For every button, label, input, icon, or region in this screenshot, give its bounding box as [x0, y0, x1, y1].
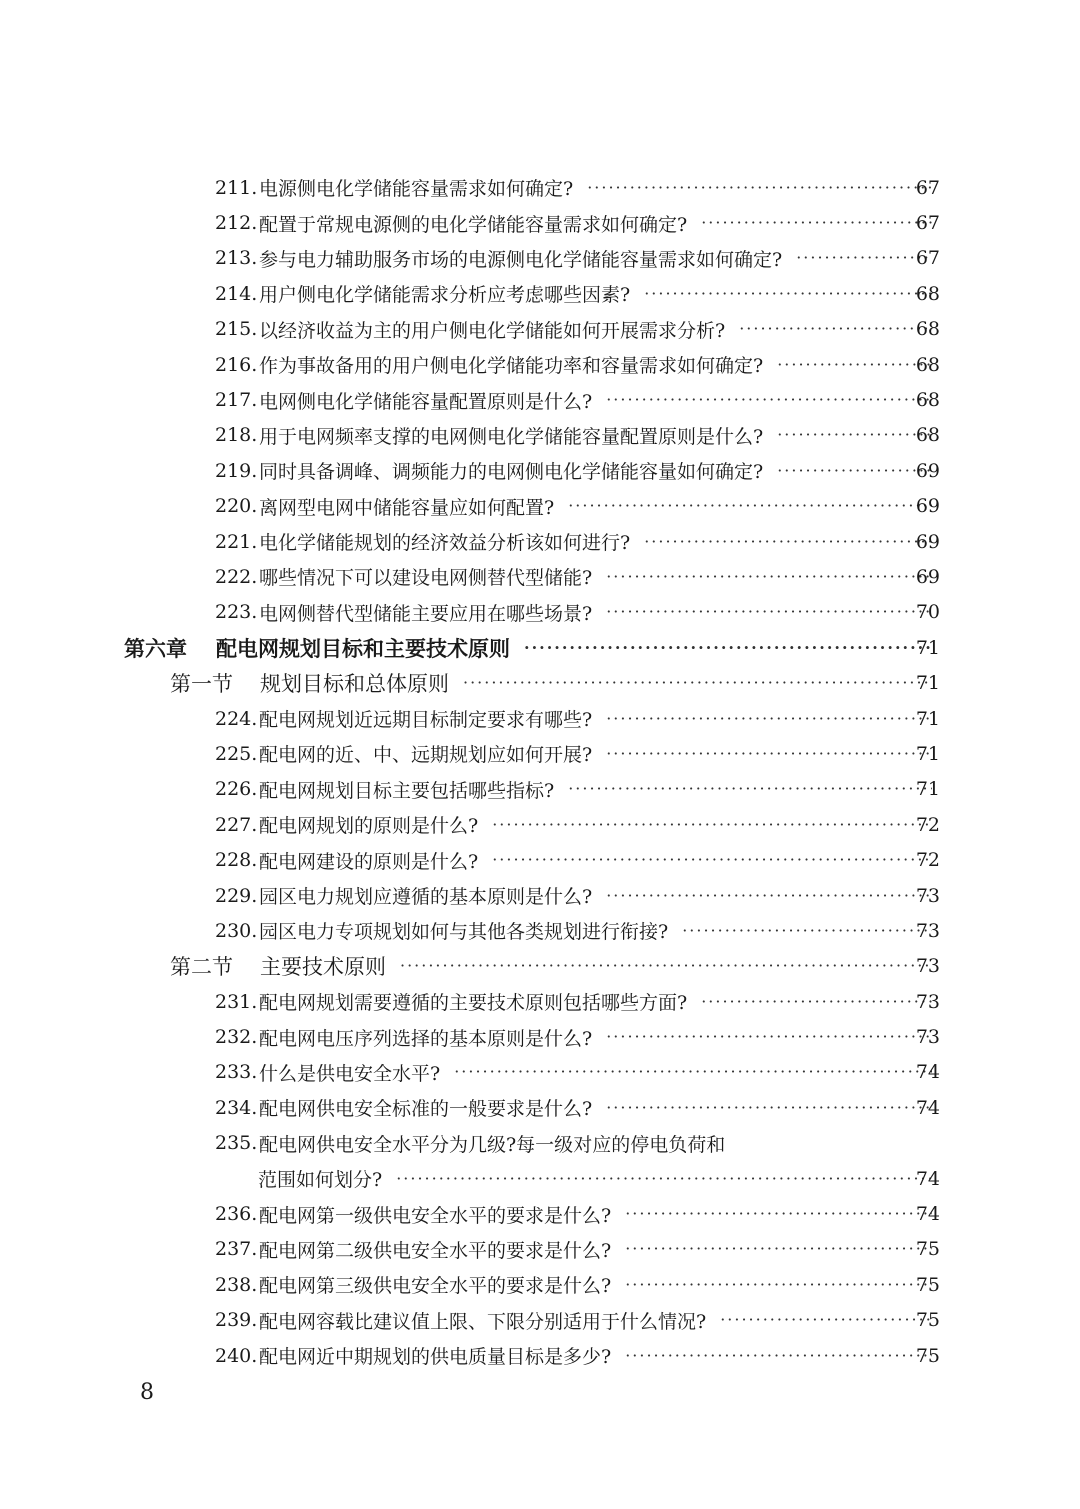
toc-entry-title: 规划目标和总体原则	[260, 672, 449, 697]
toc-page-number: 73	[915, 919, 940, 942]
toc-entry-title: 主要技术原则	[260, 955, 386, 980]
toc-page-number: 75	[915, 1344, 940, 1367]
toc-page-number: 75	[915, 1309, 940, 1332]
toc-page-number: 71	[915, 707, 940, 730]
dot-leader	[682, 923, 932, 939]
toc-entry-title: 配电网第三级供电安全水平的要求是什么?	[259, 1275, 612, 1298]
toc-entry-title: 配电网第二级供电安全水平的要求是什么?	[259, 1239, 612, 1262]
toc-entry-number: 230.	[215, 919, 258, 942]
toc-entry-title: 配电网第一级供电安全水平的要求是什么?	[259, 1204, 612, 1227]
toc-page-number: 72	[915, 813, 940, 836]
toc-entry-number: 222.	[215, 565, 258, 588]
dot-leader	[606, 1100, 932, 1116]
toc-entry-number: 第六章	[124, 635, 187, 661]
toc-entry-number: 236.	[215, 1203, 258, 1226]
toc-entry-title: 配电网容载比建议值上限、下限分别适用于什么情况?	[259, 1310, 707, 1333]
table-of-contents	[0, 170, 1080, 1373]
dot-leader	[701, 215, 932, 231]
toc-entry	[0, 1267, 1080, 1302]
toc-chapter-heading	[0, 630, 1080, 665]
toc-entry-number: 219.	[215, 459, 258, 482]
toc-entry	[0, 842, 1080, 877]
toc-entry	[0, 807, 1080, 842]
toc-entry	[0, 205, 1080, 240]
toc-page-number: 71	[915, 672, 940, 695]
toc-entry-title: 配电网近中期规划的供电质量目标是多少?	[259, 1346, 612, 1369]
toc-entry-number: 233.	[215, 1061, 258, 1084]
dot-leader	[606, 1029, 932, 1045]
toc-entry	[0, 1090, 1080, 1125]
toc-page-number: 67	[915, 247, 940, 270]
toc-entry-title: 电网侧电化学储能容量配置原则是什么?	[259, 390, 593, 413]
dot-leader	[625, 1348, 932, 1364]
toc-page-number: 68	[915, 389, 940, 412]
toc-entry-title: 配电网供电安全标准的一般要求是什么?	[259, 1098, 593, 1121]
toc-entry	[0, 170, 1080, 205]
toc-entry-title: 同时具备调峰、调频能力的电网侧电化学储能容量如何确定?	[259, 461, 764, 484]
toc-entry-number: 第一节	[170, 672, 233, 697]
toc-entry-title: 园区电力专项规划如何与其他各类规划进行衔接?	[259, 921, 669, 944]
dot-leader	[463, 675, 932, 691]
toc-entry-number: 220.	[215, 495, 258, 518]
toc-page-number: 74	[915, 1061, 940, 1084]
dot-leader	[625, 1241, 932, 1257]
dot-leader	[606, 711, 932, 727]
toc-entry-number: 212.	[215, 212, 258, 235]
toc-entry	[0, 559, 1080, 594]
toc-page-number: 73	[915, 1026, 940, 1049]
toc-entry	[0, 418, 1080, 453]
toc-entry	[0, 984, 1080, 1019]
toc-entry	[0, 1338, 1080, 1373]
toc-entry	[0, 1303, 1080, 1338]
toc-page-number: 68	[915, 318, 940, 341]
toc-entry-number: 232.	[215, 1026, 258, 1049]
toc-entry-title: 以经济收益为主的用户侧电化学储能如何开展需求分析?	[259, 319, 726, 342]
toc-entry-continuation	[0, 1161, 1080, 1196]
toc-page-number: 67	[915, 176, 940, 199]
toc-section-heading	[0, 949, 1080, 984]
toc-entry	[0, 276, 1080, 311]
toc-page-number: 71	[915, 742, 940, 765]
toc-entry-number: 221.	[215, 530, 258, 553]
toc-entry-title: 离网型电网中储能容量应如何配置?	[259, 496, 555, 519]
dot-leader	[701, 994, 932, 1010]
toc-entry-number: 228.	[215, 849, 258, 872]
toc-page-number: 71	[915, 636, 940, 659]
toc-entry-number: 231.	[215, 990, 258, 1013]
toc-entry-number: 237.	[215, 1238, 258, 1261]
toc-entry-title: 配电网规划的原则是什么?	[259, 815, 479, 838]
toc-entry-number: 227.	[215, 813, 258, 836]
dot-leader	[400, 958, 932, 974]
toc-entry-number: 235.	[215, 1132, 258, 1155]
toc-page-number: 74	[915, 1096, 940, 1119]
toc-page-number: 67	[915, 212, 940, 235]
toc-entry-number: 238.	[215, 1273, 258, 1296]
toc-entry	[0, 878, 1080, 913]
toc-entry-title: 用户侧电化学储能需求分析应考虑哪些因素?	[259, 284, 631, 307]
toc-entry-number: 239.	[215, 1309, 258, 1332]
toc-entry-title: 配电网建设的原则是什么?	[259, 850, 479, 873]
toc-entry	[0, 382, 1080, 417]
toc-page-number: 69	[915, 565, 940, 588]
toc-entry-number: 213.	[215, 247, 258, 270]
toc-section-heading	[0, 665, 1080, 700]
toc-entry-title: 配电网规划需要遵循的主要技术原则包括哪些方面?	[259, 992, 688, 1015]
toc-page-number: 72	[915, 849, 940, 872]
toc-entry	[0, 312, 1080, 347]
toc-entry-title: 配置于常规电源侧的电化学储能容量需求如何确定?	[259, 213, 688, 236]
toc-entry-title: 参与电力辅助服务市场的电源侧电化学储能容量需求如何确定?	[259, 248, 783, 271]
toc-page-number: 68	[915, 353, 940, 376]
toc-page-number: 71	[915, 778, 940, 801]
toc-entry	[0, 1232, 1080, 1267]
toc-entry	[0, 913, 1080, 948]
toc-page-number: 73	[915, 990, 940, 1013]
dot-leader	[492, 852, 932, 868]
toc-entry-number: 214.	[215, 282, 258, 305]
dot-leader	[454, 1064, 932, 1080]
toc-entry-number: 234.	[215, 1096, 258, 1119]
toc-page-number: 70	[915, 601, 940, 624]
dot-leader	[568, 781, 932, 797]
toc-entry-number: 224.	[215, 707, 258, 730]
toc-entry-number: 240.	[215, 1344, 258, 1367]
toc-page-number: 74	[915, 1167, 940, 1190]
toc-entry	[0, 736, 1080, 771]
toc-entry-number: 第二节	[170, 955, 233, 980]
toc-entry-number: 223.	[215, 601, 258, 624]
dot-leader	[625, 1277, 932, 1293]
dot-leader	[644, 534, 932, 550]
toc-entry	[0, 347, 1080, 382]
toc-entry-title: 配电网规划目标和主要技术原则	[216, 635, 510, 661]
toc-page-number: 68	[915, 282, 940, 305]
toc-entry-title: 什么是供电安全水平?	[259, 1062, 441, 1085]
toc-entry-number: 229.	[215, 884, 258, 907]
toc-page-number: 69	[915, 530, 940, 553]
toc-entry-number: 211.	[215, 176, 258, 199]
toc-entry-title: 范围如何划分?	[258, 1169, 383, 1192]
toc-page-number: 68	[915, 424, 940, 447]
dot-leader	[777, 357, 932, 373]
toc-entry	[0, 772, 1080, 807]
toc-entry-title: 配电网规划目标主要包括哪些指标?	[259, 779, 555, 802]
dot-leader	[606, 392, 932, 408]
toc-page-number: 74	[915, 1203, 940, 1226]
toc-entry-number: 217.	[215, 389, 258, 412]
toc-entry-title: 电源侧电化学储能容量需求如何确定?	[259, 178, 574, 201]
dot-leader	[606, 604, 932, 620]
toc-entry	[0, 453, 1080, 488]
toc-page-number: 75	[915, 1273, 940, 1296]
toc-entry	[0, 1126, 1080, 1161]
toc-page-number: 75	[915, 1238, 940, 1261]
dot-leader	[492, 817, 932, 833]
dot-leader	[606, 569, 932, 585]
toc-entry-title: 配电网电压序列选择的基本原则是什么?	[259, 1027, 593, 1050]
toc-entry	[0, 1019, 1080, 1054]
toc-entry	[0, 595, 1080, 630]
toc-entry-number: 225.	[215, 742, 258, 765]
toc-entry-title: 配电网规划近远期目标制定要求有哪些?	[259, 709, 593, 732]
toc-entry-title: 哪些情况下可以建设电网侧替代型储能?	[259, 567, 593, 590]
dot-leader	[777, 427, 932, 443]
toc-page-number: 69	[915, 495, 940, 518]
toc-entry-title: 用于电网频率支撑的电网侧电化学储能容量配置原则是什么?	[259, 425, 764, 448]
toc-entry-title: 作为事故备用的用户侧电化学储能功率和容量需求如何确定?	[259, 355, 764, 378]
toc-entry-number: 218.	[215, 424, 258, 447]
toc-entry-title: 配电网供电安全水平分为几级?每一级对应的停电负荷和	[259, 1133, 726, 1156]
page-number: 8	[140, 1380, 154, 1405]
toc-entry-title: 电化学储能规划的经济效益分析该如何进行?	[259, 532, 631, 555]
toc-entry	[0, 1196, 1080, 1231]
dot-leader	[739, 321, 932, 337]
toc-page-number: 73	[915, 884, 940, 907]
dot-leader	[606, 888, 932, 904]
dot-leader	[587, 180, 932, 196]
dot-leader	[568, 498, 932, 514]
dot-leader	[644, 286, 932, 302]
toc-page-number: 73	[915, 955, 940, 978]
dot-leader	[606, 746, 932, 762]
toc-entry	[0, 701, 1080, 736]
toc-entry-number: 215.	[215, 318, 258, 341]
toc-entry	[0, 241, 1080, 276]
dot-leader	[625, 1206, 932, 1222]
toc-entry-title: 园区电力规划应遵循的基本原则是什么?	[259, 886, 593, 908]
toc-page-number: 69	[915, 459, 940, 482]
toc-entry-title: 配电网的近、中、远期规划应如何开展?	[259, 744, 593, 767]
toc-entry	[0, 489, 1080, 524]
toc-entry	[0, 1055, 1080, 1090]
toc-entry-number: 216.	[215, 353, 258, 376]
toc-entry-title: 电网侧替代型储能主要应用在哪些场景?	[259, 602, 593, 625]
toc-entry	[0, 524, 1080, 559]
dot-leader	[396, 1171, 932, 1187]
toc-entry-number: 226.	[215, 778, 258, 801]
dot-leader	[777, 463, 932, 479]
dot-leader	[720, 1312, 932, 1328]
dot-leader	[524, 640, 932, 656]
